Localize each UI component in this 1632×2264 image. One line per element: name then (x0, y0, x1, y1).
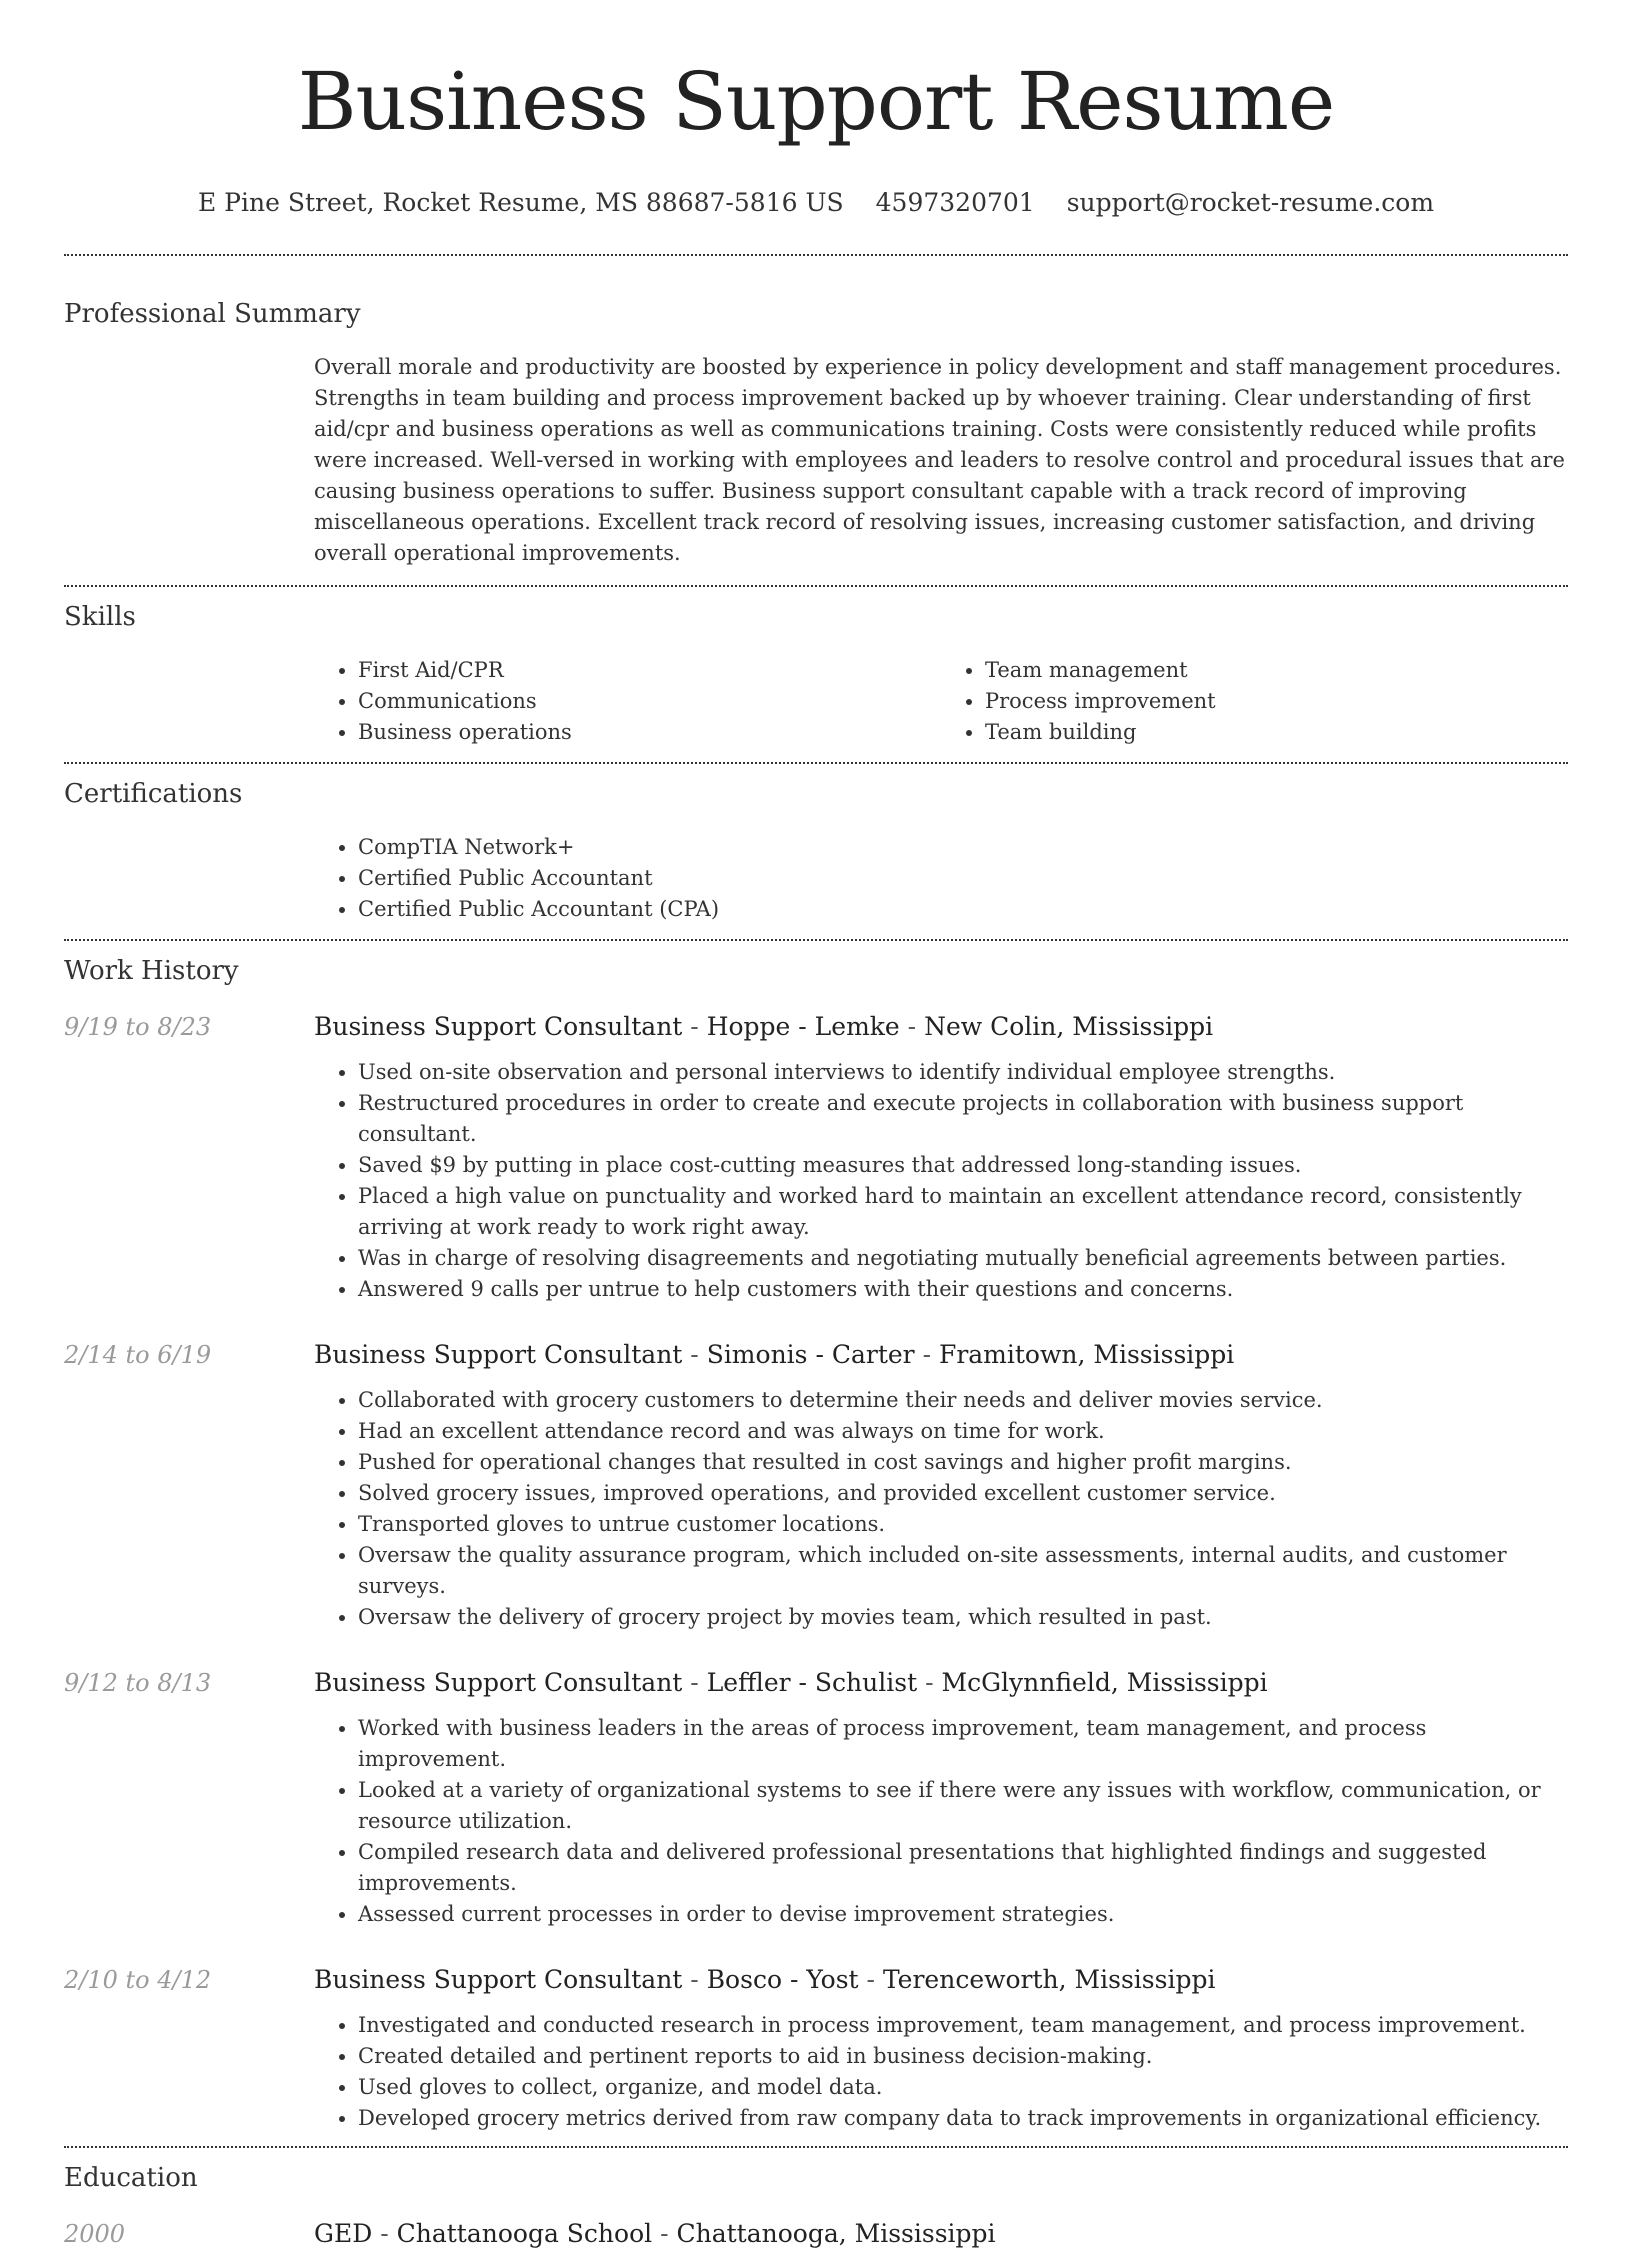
job-title: Business Support Consultant - Leffler - Schulist - McGlynnfield, Mississippi (314, 1668, 1268, 1697)
job-bullet: • Used on-site observation and personal interviews to identify individual employee strengths. (358, 1057, 1568, 1088)
job-company: Simonis - Carter (706, 1340, 915, 1369)
job-dates: 9/19 to 8/23 (64, 1013, 212, 1041)
skills-section (64, 601, 1568, 748)
job-location: McGlynnfield, Mississippi (941, 1668, 1268, 1697)
job-bullet: • Used gloves to collect, organize, and model data. (358, 2072, 1568, 2103)
skills-list-left (314, 655, 941, 748)
job-role: Business Support Consultant (314, 1012, 683, 1041)
skills-list-right (941, 655, 1568, 748)
job-bullet: • Compiled research data and delivered professional presentations that highlighted findings and suggested improvements. (358, 1837, 1568, 1899)
job-entry (64, 1964, 1568, 2134)
job-role: Business Support Consultant (314, 1668, 683, 1697)
job-bullets (314, 1713, 1568, 1930)
skill-item: • Process improvement (985, 686, 1568, 717)
job-bullet: • Collaborated with grocery customers to determine their needs and deliver movies service. (358, 1385, 1568, 1416)
education-location: Chattanooga, Mississippi (676, 2219, 996, 2248)
job-bullet: • Worked with business leaders in the areas of process improvement, team management, and process improvement. (358, 1713, 1568, 1775)
job-bullet: • Pushed for operational changes that resulted in cost savings and higher profit margins. (358, 1447, 1568, 1478)
skill-item: • Communications (358, 686, 941, 717)
job-bullet: • Oversaw the quality assurance program, which included on-site assessments, internal audits, and customer surveys. (358, 1540, 1568, 1602)
job-role: Business Support Consultant (314, 1340, 683, 1369)
skill-item: • Team management (985, 655, 1568, 686)
job-company: Bosco - Yost (706, 1965, 859, 1994)
certification-item: • Certified Public Accountant (CPA) (358, 894, 1568, 925)
divider (64, 939, 1568, 941)
resume-page (64, 0, 1568, 2264)
education-degree: GED (314, 2219, 373, 2248)
job-location: Framitown, Mississippi (938, 1340, 1235, 1369)
job-location: New Colin, Mississippi (924, 1012, 1214, 1041)
job-bullet: • Solved grocery issues, improved operations, and provided excellent customer service. (358, 1478, 1568, 1509)
skills-columns (314, 655, 1568, 748)
job-company: Hoppe - Lemke (706, 1012, 900, 1041)
job-bullets (314, 2010, 1568, 2134)
job-bullet: • Restructured procedures in order to create and execute projects in collaboration with business support consultant. (358, 1088, 1568, 1150)
education-school: Chattanooga School (396, 2219, 653, 2248)
work-history-section (64, 955, 1568, 2134)
phone: 4597320701 (875, 188, 1035, 217)
certifications-body (314, 832, 1568, 925)
certification-item: • CompTIA Network+ (358, 832, 1568, 863)
section-title-education: Education (64, 2163, 198, 2193)
certifications-section (64, 778, 1568, 925)
skill-item: • Business operations (358, 717, 941, 748)
section-title-work: Work History (64, 956, 239, 986)
job-bullets (314, 1057, 1568, 1305)
education-section (64, 2162, 1568, 2250)
section-title-certifications: Certifications (64, 779, 243, 809)
job-bullet: • Assessed current processes in order to devise improvement strategies. (358, 1899, 1568, 1930)
skill-item: • First Aid/CPR (358, 655, 941, 686)
section-title-skills: Skills (64, 602, 136, 632)
job-entry (64, 1667, 1568, 1930)
job-bullet: • Developed grocery metrics derived from raw company data to track improvements in organizational efficiency. (358, 2103, 1568, 2134)
certification-item: • Certified Public Accountant (358, 863, 1568, 894)
job-bullet: • Created detailed and pertinent reports to aid in business decision-making. (358, 2041, 1568, 2072)
job-bullet: • Saved $9 by putting in place cost-cutting measures that addressed long-standing issues. (358, 1150, 1568, 1181)
divider (64, 2146, 1568, 2148)
job-bullet: • Looked at a variety of organizational systems to see if there were any issues with workflow, communication, or resource utilization. (358, 1775, 1568, 1837)
skill-item: • Team building (985, 717, 1568, 748)
job-bullet: • Answered 9 calls per untrue to help customers with their questions and concerns. (358, 1274, 1568, 1305)
job-bullet: • Had an excellent attendance record and was always on time for work. (358, 1416, 1568, 1447)
job-title: Business Support Consultant - Hoppe - Lemke - New Colin, Mississippi (314, 1012, 1214, 1041)
education-entry (64, 2218, 1568, 2250)
divider (64, 762, 1568, 764)
summary-text: Overall morale and productivity are boosted by experience in policy development and staff management procedures. Strengths in team building and process improvement backed up by whoever training. Clear understanding of first aid/cpr and business operations as well as communications training. Costs were consistently reduced while profits were increased. Well-versed in working with employees and leaders to resolve control and procedural issues that are causing business operations to suffer. Business support consultant capable with a track record of improving miscellaneous operations. Excellent track record of resolving issues, increasing customer satisfaction, and driving overall operational improvements. (314, 355, 1565, 565)
address: E Pine Street, Rocket Resume, MS 88687-5816 US (197, 188, 844, 217)
resume-title: Business Support Resume (297, 55, 1335, 148)
section-title-summary: Professional Summary (64, 299, 361, 329)
education-title: GED - Chattanooga School - Chattanooga, Mississippi (314, 2219, 996, 2248)
job-entry (64, 1339, 1568, 1633)
job-entry (64, 1011, 1568, 1305)
certifications-list (314, 832, 1568, 925)
job-bullet: • Placed a high value on punctuality and worked hard to maintain an excellent attendance record, consistently arriving at work ready to work right away. (358, 1181, 1568, 1243)
job-dates: 2/10 to 4/12 (64, 1966, 212, 1994)
divider (64, 254, 1568, 256)
summary-section (64, 298, 1568, 569)
divider (64, 585, 1568, 587)
contact-line (64, 188, 1568, 218)
job-location: Terenceworth, Mississippi (882, 1965, 1216, 1994)
job-bullet: • Oversaw the delivery of grocery project by movies team, which resulted in past. (358, 1602, 1568, 1633)
job-title: Business Support Consultant - Simonis - Carter - Framitown, Mississippi (314, 1340, 1235, 1369)
job-bullets (314, 1385, 1568, 1633)
email: support@rocket-resume.com (1066, 188, 1435, 217)
job-title: Business Support Consultant - Bosco - Yost - Terenceworth, Mississippi (314, 1965, 1216, 1994)
job-dates: 9/12 to 8/13 (64, 1669, 212, 1697)
job-bullet: • Transported gloves to untrue customer locations. (358, 1509, 1568, 1540)
job-role: Business Support Consultant (314, 1965, 683, 1994)
education-dates: 2000 (64, 2220, 126, 2248)
job-bullet: • Investigated and conducted research in process improvement, team management, and process improvement. (358, 2010, 1568, 2041)
job-company: Leffler - Schulist (706, 1668, 918, 1697)
job-bullet: • Was in charge of resolving disagreements and negotiating mutually beneficial agreements between parties. (358, 1243, 1568, 1274)
job-dates: 2/14 to 6/19 (64, 1341, 212, 1369)
